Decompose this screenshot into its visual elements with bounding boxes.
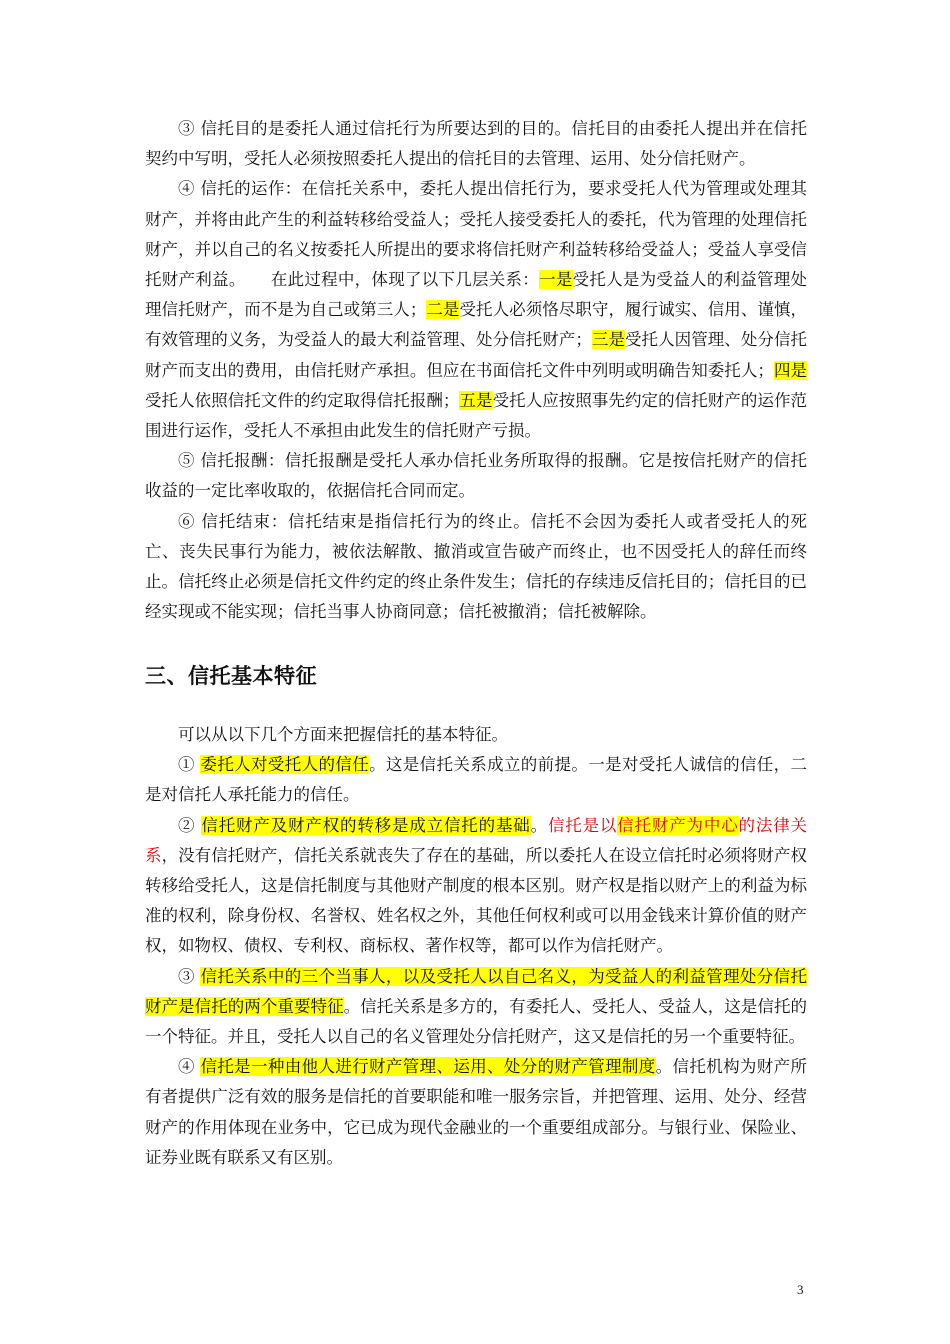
section-trust-elements	[145, 114, 807, 627]
section-basic-features	[145, 720, 807, 1173]
highlight-feature-1: 委托人对受托人的信任	[200, 755, 370, 775]
highlight-first: 一是	[539, 270, 573, 290]
paragraph-feature-1: ① 委托人对受托人的信任。这是信托关系成立的前提。一是对受托人诚信的信任，二是对信托人承托能力的信任。	[145, 755, 808, 805]
highlight-fifth: 五是	[459, 390, 493, 410]
highlight-fourth: 四是	[773, 360, 808, 380]
highlight-third: 三是	[591, 330, 625, 350]
paragraph-feature-4: ④ 信托是一种由他人进行财产管理、运用、处分的财产管理制度。信托机构为财产所有者提供广泛有效的服务是信托的首要职能和唯一服务宗旨，并把管理、运用、处分、经营财产的作用体现在业务中，它已成为现代金融业的一个重要组成部分。与银行业、保险业、证券业既有联系又有区别。	[145, 1057, 808, 1167]
paragraph-trust-termination: ⑥ 信托结束：信托结束是指信托行为的终止。信托不会因为委托人或者受托人的死亡、丧失民事行为能力，被依法解散、撤消或宣告破产而终止，也不因受托人的辞任而终止。信托终止必须是信托文件约定的终止条件发生；信托的存续违反信托目的；信托目的已经实现或不能实现；信托当事人协商同意；信托被撤消；信托被解除。	[145, 511, 807, 622]
red-highlight-text: 信托财产为中心	[617, 815, 739, 835]
paragraph-feature-3: ③ 信托关系中的三个当事人，以及受托人以自己名义，为受益人的利益管理处分信托财产是信托的两个重要特征。信托关系是多方的，有委托人、受托人、受益人，这是信托的一个特征。并且，受托人以自己的名义管理处分信托财产，这又是信托的另一个重要特征。	[145, 966, 808, 1047]
paragraph-feature-2: ② 信托财产及财产权的转移是成立信托的基础。信托是以信托财产为中心的法律关系，没有信托财产，信托关系就丧失了存在的基础，所以委托人在设立信托时必须将财产权转移给受托人，这是信托制度与其他财产制度的根本区别。财产权是指以财产上的利益为标准的权利，除身份权、名誉权、姓名权之外，其他任何权利或可以用金钱来计算价值的财产权，如物权、债权、专利权、商标权、著作权等，都可以作为信托财产。	[145, 815, 808, 956]
paragraph-trust-remuneration: ⑤ 信托报酬：信托报酬是受托人承办信托业务所取得的报酬。它是按信托财产的信托收益的一定比率收取的，依据信托合同而定。	[145, 451, 807, 501]
highlight-feature-3: 信托关系中的三个当事人，以及受托人以自己名义，为受益人的利益管理处分信托财产是信托的两个重要特征	[145, 966, 808, 1016]
section-heading: 三、信托基本特征	[145, 664, 317, 688]
red-text: 信托是以	[547, 815, 618, 835]
red-text: 的法律关系	[145, 815, 808, 865]
highlight-feature-2: 信托财产及财产权的转移是成立信托的基础	[201, 815, 531, 835]
highlight-second: 二是	[426, 300, 460, 320]
page-number: 3	[797, 1282, 804, 1297]
paragraph-intro: 可以从以下几个方面来把握信托的基本特征。	[178, 725, 508, 744]
paragraph-trust-operation: ④ 信托的运作：在信托关系中，委托人提出信托行为，要求受托人代为管理或处理其财产，并将由此产生的利益转移给受益人；受托人接受委托人的委托，代为管理的处理信托财产，并以自己的名义按委托人所提出的要求将信托财产利益转移给受益人；受益人享受信托财产利益。 在此过程中，体现了以下几层关系：一是受托人是为受益人的利益管理处理信托财产，而不是为自己或第三人；二是受托人必须恪尽职守，履行诚实、信用、谨慎，有效管理的义务，为受益人的最大利益管理、处分信托财产；三是受托人因管理、处分信托财产而支出的费用，由信托财产承担。但应在书面信托文件中列明或明确告知委托人；四是受托人依照信托文件的约定取得信托报酬；五是受托人应按照事先约定的信托财产的运作范围进行运作，受托人不承担由此发生的信托财产亏损。	[145, 179, 808, 441]
paragraph-trust-purpose: ③ 信托目的是委托人通过信托行为所要达到的目的。信托目的由委托人提出并在信托契约中写明，受托人必须按照委托人提出的信托目的去管理、运用、处分信托财产。	[145, 119, 807, 169]
highlight-feature-4: 信托是一种由他人进行财产管理、运用、处分的财产管理制度	[200, 1057, 656, 1077]
